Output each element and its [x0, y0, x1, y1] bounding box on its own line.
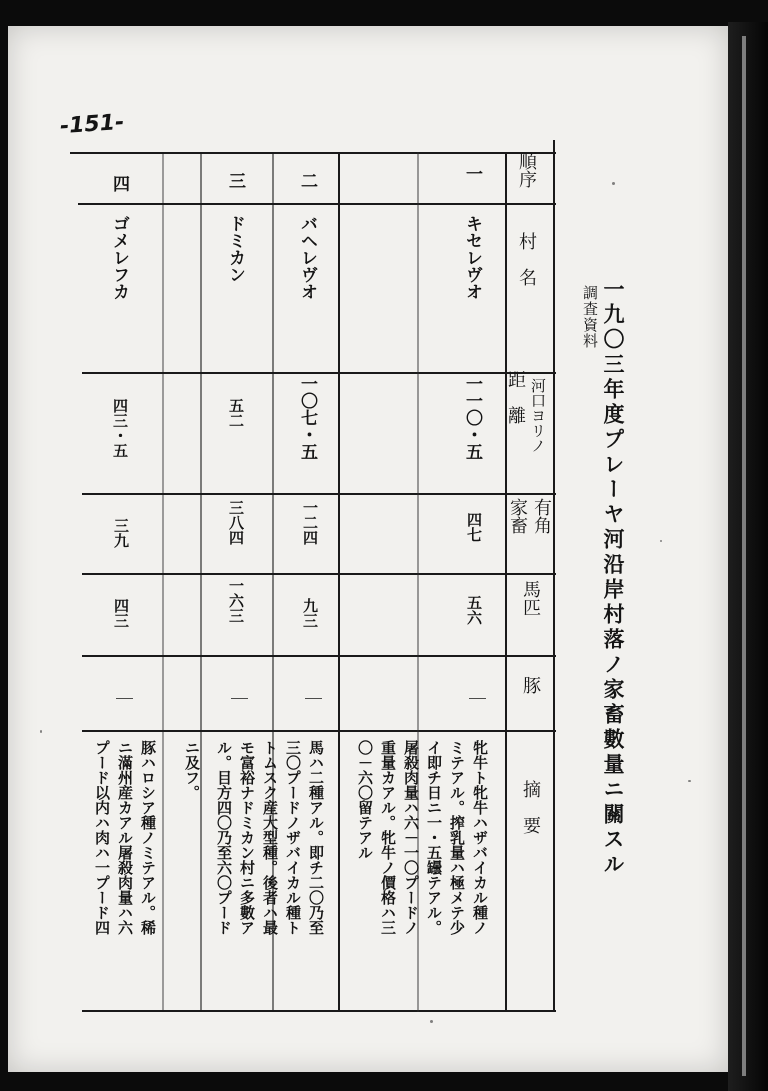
header-cattle-line1: 有角 — [531, 498, 552, 534]
scan-speck — [660, 540, 662, 542]
header-pigs: 豚 — [520, 676, 541, 694]
column-line-4 — [338, 152, 340, 1012]
row3-village: ドミカン — [225, 215, 245, 283]
row2-horses: 九三 — [301, 598, 319, 628]
row1-order: 一 — [462, 165, 482, 182]
document-subtitle: 調査資料 — [581, 285, 599, 349]
row4-pigs: ｜ — [112, 690, 132, 707]
row3-order: 三 — [225, 172, 245, 189]
table-top-border — [70, 152, 556, 154]
row2-pigs: ｜ — [301, 690, 321, 707]
row-line-distance-cattle — [82, 493, 556, 495]
row2-cattle: 一二四 — [301, 500, 319, 545]
header-distance-line2: 距 離 — [505, 370, 526, 424]
row-line-horses-pigs — [82, 655, 556, 657]
column-line-1 — [553, 140, 555, 1012]
spine-edge-line — [742, 36, 746, 1076]
row4-remark-line3: プード以内ハ肉ハ一プード四 — [93, 740, 111, 935]
row1-distance: 一一〇・五 — [462, 375, 482, 460]
document-title: 一九〇三年度プレーヤ河沿岸村落ノ家畜數量ニ關スル — [601, 278, 626, 878]
row2-remark-line2: 三〇プードノザバイカル種ト — [284, 740, 302, 935]
table-bottom-border — [82, 1010, 556, 1012]
scan-speck — [688, 780, 691, 782]
row3-cattle: 三八四 — [227, 500, 245, 545]
scan-speck — [40, 730, 42, 733]
column-line-7 — [162, 152, 164, 1012]
column-line-2 — [505, 152, 507, 1012]
row2-remark-line3: トムスク産大型種。後者ハ最 — [261, 740, 279, 935]
row2-remark-line6: ニ及フ。 — [183, 740, 201, 800]
row1-remark-line1: 牝牛ト牝牛ハザバイカル種ノ — [471, 740, 489, 935]
row3-distance: 五二 — [227, 398, 245, 428]
row1-horses: 五六 — [465, 595, 483, 625]
header-horses: 馬匹 — [520, 580, 541, 616]
row4-remark-line1: 豚ハロシア種ノミテアル。稀 — [139, 740, 157, 935]
header-cattle-line2: 家畜 — [507, 498, 528, 534]
row1-pigs: ｜ — [465, 690, 485, 707]
row-line-pigs-remarks — [82, 730, 556, 732]
row1-remark-line6: 〇－六〇留テアル — [356, 740, 374, 860]
row2-remark-line1: 馬ハ二種アル。即チ二〇乃至 — [307, 740, 325, 935]
row2-remark-line5: ル。目方四〇乃至六〇プード — [215, 740, 233, 935]
row2-village: バヘレヴオ — [297, 215, 317, 300]
row4-distance: 四三・五 — [111, 398, 129, 458]
header-remarks: 摘 要 — [520, 780, 541, 834]
row1-remark-line4: 屠殺肉量ハ六－一〇プードノ — [402, 740, 420, 935]
row1-remark-line5: 重量カアル。牝牛ノ價格ハ三 — [379, 740, 397, 935]
row2-remark-line4: モ富裕ナドミカン村ニ多數ア — [238, 740, 256, 935]
row4-horses: 四三 — [112, 598, 130, 628]
header-order: 順序 — [516, 152, 537, 188]
row1-village: キセレヴオ — [462, 215, 482, 300]
column-line-6 — [200, 152, 202, 1012]
scan-speck — [430, 1020, 433, 1023]
row4-cattle: 三九 — [112, 518, 130, 548]
row1-cattle: 四七 — [465, 512, 483, 542]
row-line-village-distance — [82, 372, 556, 374]
row1-remark-line2: ミテアル。搾乳量ハ極メテ少 — [448, 740, 466, 935]
row-line-cattle-horses — [82, 573, 556, 575]
row3-pigs: ｜ — [227, 690, 247, 707]
row4-village: ゴメレフカ — [109, 215, 129, 300]
header-distance-line1: 河口ヨリノ — [529, 378, 547, 453]
page-number: -151- — [59, 109, 125, 140]
scan-speck — [612, 182, 615, 185]
row1-remark-line3: イ即チ日ニ一・五罎テアル。 — [425, 740, 443, 935]
header-divider-line — [78, 203, 556, 205]
row4-order: 四 — [109, 175, 129, 192]
row2-distance: 一〇七・五 — [297, 375, 317, 460]
book-spine — [728, 22, 768, 1091]
row4-remark-line2: ニ滿州産カアル屠殺肉量ハ六 — [116, 740, 134, 935]
row3-horses: 一六三 — [227, 578, 245, 623]
row2-order: 二 — [297, 172, 317, 189]
header-village: 村 名 — [516, 232, 537, 286]
